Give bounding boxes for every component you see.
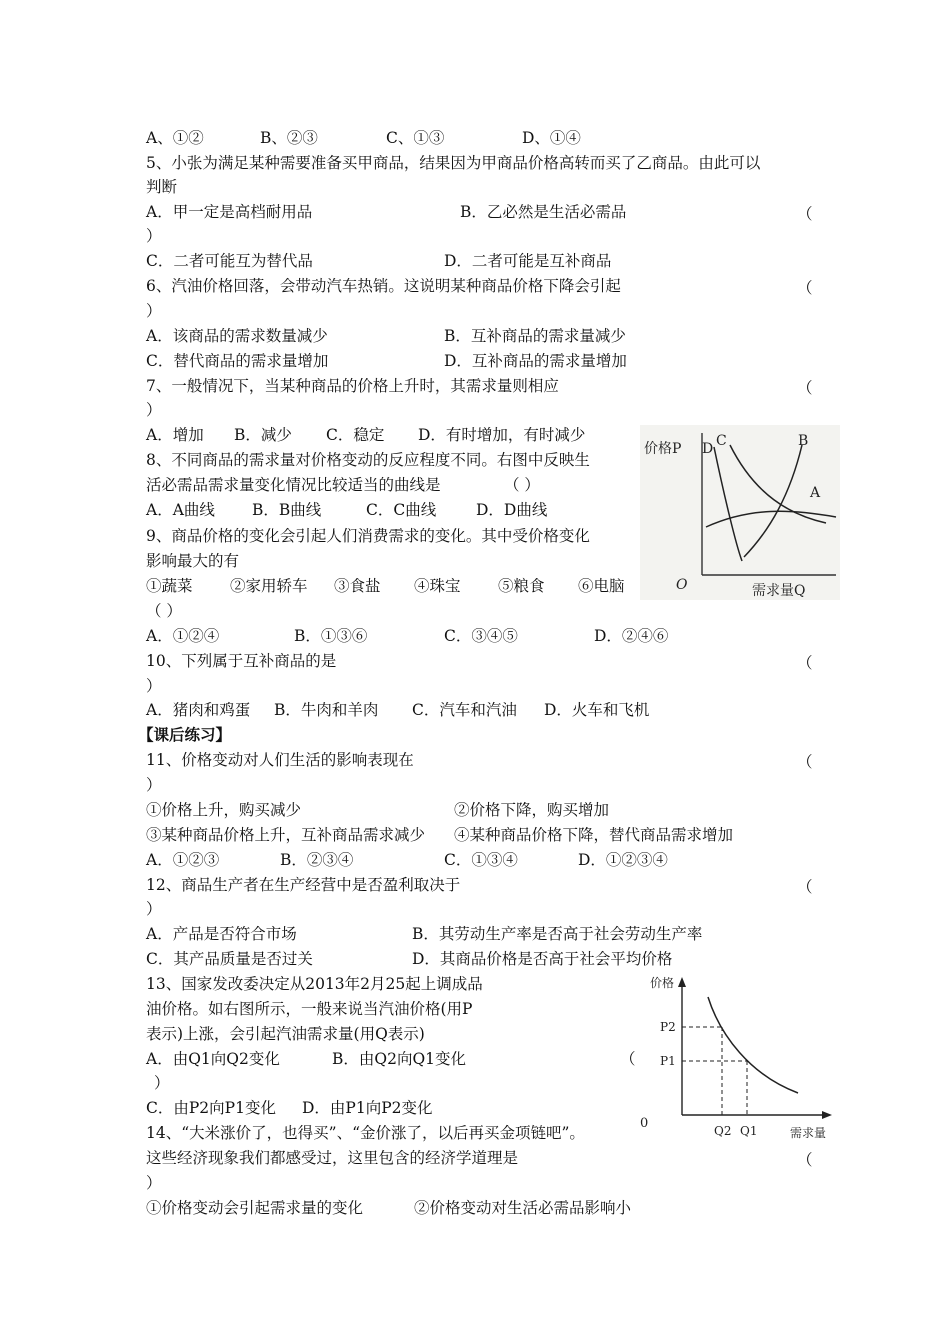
q11-statement: ③某种商品价格上升，互补商品需求减少 [146,826,426,844]
q8-option-d: D．D曲线 [476,501,548,519]
q9-option-d: D．②④⑥ [594,627,669,645]
q9-item: ①蔬菜 [146,577,193,595]
q11-option-d: D．①②③④ [578,851,668,869]
q5-paren-open: （ [797,205,813,223]
curve-label-a: A [810,485,821,501]
q8-stem-line1: 8、不同商品的需求量对价格变动的反应程度不同。右图中反映生 [146,451,590,469]
q14-statement: ①价格变动会引起需求量的变化 [146,1199,364,1217]
q5-option-d: D．二者可能是互补商品 [444,252,612,270]
curve-label-d: D [702,441,714,457]
q11-option-a: A．①②③ [146,851,220,869]
q4-option-b: B、②③ [260,129,318,147]
q5-stem-line1: 5、小张为满足某种需要准备买甲商品，结果因为甲商品价格高转而买了乙商品。由此可以 [146,154,761,172]
q5-stem-line2: 判断 [146,178,178,196]
tick-label-p2: P2 [660,1020,676,1034]
q9-option-b: B．①③⑥ [294,627,368,645]
q12-stem: 12、商品生产者在生产经营中是否盈利取决于 [146,876,461,894]
q9-item: ⑤粮食 [498,577,545,595]
q11-option-b: B．②③④ [280,851,354,869]
q6-option-a: A．该商品的需求数量减少 [146,327,328,345]
q10-paren-close: ） [146,677,162,695]
q5-option-c: C．二者可能互为替代品 [146,252,313,270]
q7-option-a: A．增加 [146,426,204,444]
q8-stem-text: 活必需品需求量变化情况比较适当的曲线是 [146,476,441,494]
q7-option-c: C．稳定 [326,426,385,444]
tick-label-q2: Q2 [714,1124,732,1138]
q11-statement: ④某种商品价格下降，替代商品需求增加 [454,826,734,844]
q7-option-b: B．减少 [234,426,292,444]
q9-option-a: A．①②④ [146,627,220,645]
q14-stem-line1: 14、“大米涨价了，也得买”、“金价涨了，以后再买金项链吧”。 [146,1124,585,1142]
q8-option-a: A．A曲线 [146,501,215,519]
q10-option-c: C．汽车和汽油 [412,701,517,719]
q13-stem-line3: 表示)上涨，会引起汽油需求量(用Q表示) [146,1025,425,1043]
tick-label-p1: P1 [660,1054,676,1068]
q7-paren-close: ） [146,401,162,419]
q9-stem-line2: 影响最大的有 [146,552,240,570]
q6-stem: 6、汽油价格回落，会带动汽车热销。这说明某种商品价格下降会引起 [146,277,621,295]
tick-label-q1: Q1 [740,1124,758,1138]
y-axis-label: 价格 [650,976,675,990]
x-axis-label: 需求量 [790,1126,827,1140]
q9-paren: （ ） [146,602,182,620]
section-title: 【课后练习】 [138,725,232,744]
origin-label: O [676,577,688,593]
q6-paren-close: ） [146,302,162,320]
q5-paren-close: ） [146,227,162,245]
q14-statement: ②价格变动对生活必需品影响小 [414,1199,632,1217]
q10-option-b: B．牛肉和羊肉 [274,701,379,719]
q10-option-d: D．火车和飞机 [544,701,650,719]
q13-stem-line2: 油价格。如右图所示，一般来说当汽油价格(用P [146,1000,473,1018]
q13-option-c: C．由P2向P1变化 [146,1099,276,1117]
q8-option-c: C．C曲线 [366,501,437,519]
q13-option-b: B．由Q2向Q1变化 [332,1050,467,1068]
q6-option-d: D．互补商品的需求量增加 [444,352,627,370]
q4-option-c: C、①③ [386,129,445,147]
q12-option-c: C．其产品质量是否过关 [146,950,313,968]
q13-stem-line1: 13、国家发改委决定从2013年2月25起上调成品 [146,975,483,993]
y-axis-label: 价格P [644,441,682,457]
q14-paren-open: （ [797,1151,813,1169]
q9-option-c: C．③④⑤ [444,627,518,645]
q9-item: ④珠宝 [414,577,461,595]
x-axis-arrow [822,1111,832,1119]
q10-paren-open: （ [797,654,813,672]
q9-item: ②家用轿车 [230,577,308,595]
q11-statement: ①价格上升，购买减少 [146,801,302,819]
q11-paren-open: （ [797,753,813,771]
y-axis-arrow [678,977,686,987]
q13-option-d: D．由P1向P2变化 [302,1099,433,1117]
q9-item: ⑥电脑 [578,577,625,595]
q14-paren-close: ） [146,1174,162,1192]
q6-paren-open: （ [797,279,813,297]
q8-option-b: B．B曲线 [252,501,322,519]
q4-option-a: A、①② [146,129,204,147]
q12-paren-open: （ [797,878,813,896]
q9-stem-line1: 9、商品价格的变化会引起人们消费需求的变化。其中受价格变化 [146,527,590,545]
q11-paren-close: ） [146,776,162,794]
q14-stem-line2: 这些经济现象我们都感受过，这里包含的经济学道理是 [146,1149,519,1167]
q7-stem: 7、一般情况下，当某种商品的价格上升时，其需求量则相应 [146,377,559,395]
origin-label: 0 [640,1116,649,1131]
q13-paren-open: （ [620,1050,636,1068]
demand-curves-chart [640,425,840,600]
q6-option-b: B．互补商品的需求量减少 [444,327,626,345]
q5-option-b: B．乙必然是生活必需品 [460,203,627,221]
q7-paren-open: （ [797,379,813,397]
q8-paren: （ ） [504,476,540,494]
q9-item: ③食盐 [334,577,381,595]
q11-stem: 11、价格变动对人们生活的影响表现在 [146,751,414,769]
q6-option-c: C．替代商品的需求量增加 [146,352,329,370]
q7-option-d: D．有时增加，有时减少 [418,426,586,444]
q4-option-d: D、①④ [522,129,581,147]
q13-paren-close: ） [154,1074,170,1092]
q12-option-a: A．产品是否符合市场 [146,925,297,943]
q10-option-a: A．猪肉和鸡蛋 [146,701,251,719]
q10-stem: 10、下列属于互补商品的是 [146,652,337,670]
q11-statement: ②价格下降，购买增加 [454,801,610,819]
q13-option-a: A．由Q1向Q2变化 [146,1050,280,1068]
q5-option-a: A．甲一定是高档耐用品 [146,203,313,221]
curve-label-c: C [716,433,727,449]
q12-option-d: D．其商品价格是否高于社会平均价格 [412,950,673,968]
q12-option-b: B．其劳动生产率是否高于社会劳动生产率 [412,925,703,943]
q11-option-c: C．①③④ [444,851,518,869]
q12-paren-close: ） [146,900,162,918]
x-axis-label: 需求量Q [752,583,806,599]
curve-label-b: B [798,433,809,449]
gasoline-demand-chart [640,975,840,1145]
